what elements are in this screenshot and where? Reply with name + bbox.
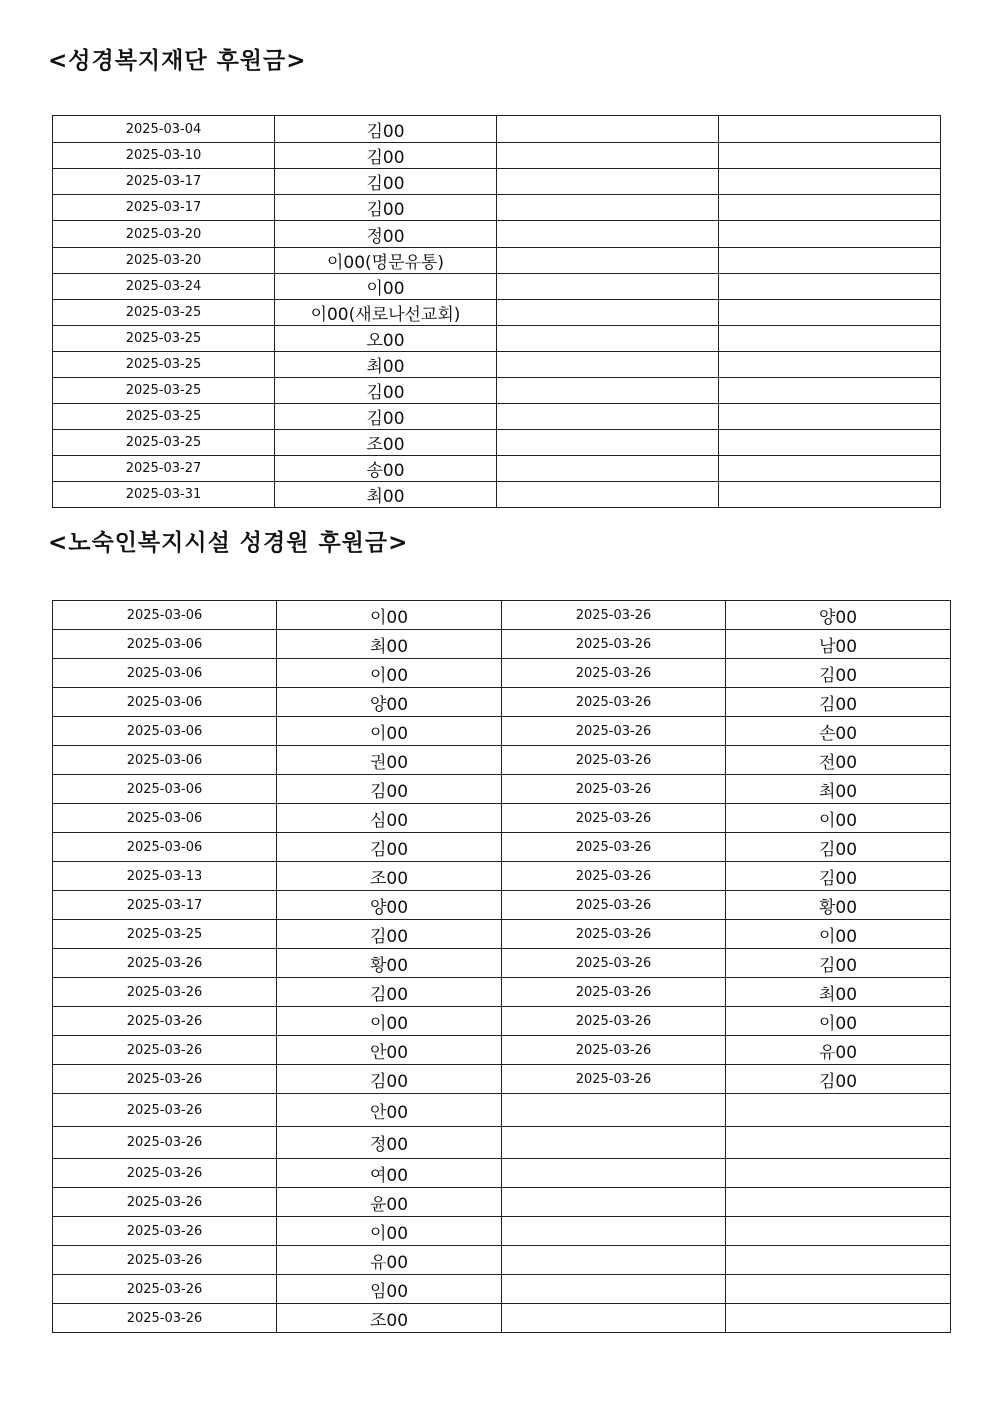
empty-cell <box>719 404 941 430</box>
empty-cell <box>719 482 941 508</box>
donation-date: 2025-03-27 <box>53 456 275 482</box>
donor-name: 김00 <box>277 833 502 862</box>
empty-cell <box>497 195 719 221</box>
donation-date: 2025-03-10 <box>53 143 275 169</box>
donor-name: 김00 <box>277 978 502 1007</box>
empty-cell <box>502 1217 726 1246</box>
donation-date: 2025-03-26 <box>502 659 726 688</box>
donor-name: 김00 <box>275 169 497 195</box>
empty-cell <box>497 169 719 195</box>
empty-cell <box>719 430 941 456</box>
donor-name: 이00 <box>277 1007 502 1036</box>
donation-date: 2025-03-04 <box>53 116 275 143</box>
donor-name: 이00 <box>275 274 497 300</box>
empty-cell <box>726 1217 951 1246</box>
empty-cell <box>497 352 719 378</box>
donor-name: 윤00 <box>277 1188 502 1217</box>
table-row <box>53 1304 951 1333</box>
table-row <box>53 195 941 221</box>
donation-date: 2025-03-26 <box>502 601 726 630</box>
donation-date: 2025-03-26 <box>502 630 726 659</box>
table-row <box>53 746 951 775</box>
donor-name: 이00 <box>277 1217 502 1246</box>
donation-date: 2025-03-25 <box>53 326 275 352</box>
donor-name: 황00 <box>726 891 951 920</box>
table-row <box>53 404 941 430</box>
donor-name: 안00 <box>277 1036 502 1065</box>
empty-cell <box>726 1304 951 1333</box>
empty-cell <box>497 482 719 508</box>
empty-cell <box>719 378 941 404</box>
empty-cell <box>502 1304 726 1333</box>
donation-date: 2025-03-26 <box>502 862 726 891</box>
donor-name: 이00 <box>726 1007 951 1036</box>
table-row <box>53 1036 951 1065</box>
donation-date: 2025-03-06 <box>53 804 277 833</box>
donor-name: 심00 <box>277 804 502 833</box>
empty-cell <box>497 326 719 352</box>
donor-name: 김00 <box>277 775 502 804</box>
table-row <box>53 920 951 949</box>
donation-date: 2025-03-26 <box>502 949 726 978</box>
table-row <box>53 688 951 717</box>
donor-name: 여00 <box>277 1159 502 1188</box>
donation-date: 2025-03-25 <box>53 430 275 456</box>
empty-cell <box>726 1275 951 1304</box>
donation-date: 2025-03-26 <box>502 717 726 746</box>
donation-date: 2025-03-17 <box>53 169 275 195</box>
empty-cell <box>497 430 719 456</box>
table-row <box>53 326 941 352</box>
donation-date: 2025-03-26 <box>53 1246 277 1275</box>
table-row <box>53 482 941 508</box>
donor-name: 남00 <box>726 630 951 659</box>
donor-name: 정00 <box>275 221 497 248</box>
donor-name: 유00 <box>277 1246 502 1275</box>
donor-name: 이00 <box>277 601 502 630</box>
donation-date: 2025-03-26 <box>53 978 277 1007</box>
empty-cell <box>502 1159 726 1188</box>
donation-date: 2025-03-25 <box>53 352 275 378</box>
empty-cell <box>719 221 941 248</box>
empty-cell <box>726 1127 951 1159</box>
empty-cell <box>719 352 941 378</box>
donation-date: 2025-03-26 <box>53 949 277 978</box>
donation-date: 2025-03-17 <box>53 891 277 920</box>
table-row <box>53 1065 951 1094</box>
donation-date: 2025-03-06 <box>53 746 277 775</box>
donation-date: 2025-03-26 <box>502 746 726 775</box>
table-row <box>53 717 951 746</box>
empty-cell <box>726 1188 951 1217</box>
empty-cell <box>497 378 719 404</box>
donation-date: 2025-03-31 <box>53 482 275 508</box>
donation-date: 2025-03-06 <box>53 833 277 862</box>
empty-cell <box>719 326 941 352</box>
donation-date: 2025-03-26 <box>502 1065 726 1094</box>
empty-cell <box>497 404 719 430</box>
empty-cell <box>719 300 941 326</box>
donation-date: 2025-03-26 <box>502 891 726 920</box>
table-row <box>53 1246 951 1275</box>
table-row <box>53 378 941 404</box>
empty-cell <box>719 456 941 482</box>
table-row <box>53 143 941 169</box>
empty-cell <box>497 456 719 482</box>
table-row <box>53 248 941 274</box>
foundation-donor-table <box>52 115 941 508</box>
donation-date: 2025-03-25 <box>53 378 275 404</box>
donor-name: 최00 <box>277 630 502 659</box>
table-row <box>53 274 941 300</box>
donation-date: 2025-03-26 <box>502 688 726 717</box>
empty-cell <box>497 116 719 143</box>
empty-cell <box>719 169 941 195</box>
table-row <box>53 116 941 143</box>
table-row <box>53 659 951 688</box>
donor-name: 최00 <box>726 775 951 804</box>
donor-name: 전00 <box>726 746 951 775</box>
donor-name: 이00 <box>277 717 502 746</box>
donor-name: 김00 <box>275 143 497 169</box>
section2-title: <노숙인복지시설 성경원 후원금> <box>48 530 409 556</box>
table-row <box>53 456 941 482</box>
table-row <box>53 1217 951 1246</box>
table-row <box>53 862 951 891</box>
donor-name: 이00 <box>277 659 502 688</box>
table-row <box>53 949 951 978</box>
donation-date: 2025-03-26 <box>502 1036 726 1065</box>
table-row <box>53 1188 951 1217</box>
donor-name: 황00 <box>277 949 502 978</box>
table-row <box>53 804 951 833</box>
donor-name: 오00 <box>275 326 497 352</box>
donation-date: 2025-03-17 <box>53 195 275 221</box>
donor-name: 최00 <box>275 482 497 508</box>
empty-cell <box>497 248 719 274</box>
donation-date: 2025-03-26 <box>53 1159 277 1188</box>
donor-name: 김00 <box>726 659 951 688</box>
donation-date: 2025-03-26 <box>53 1036 277 1065</box>
section1-title: <성경복지재단 후원금> <box>48 48 307 74</box>
donor-name: 조00 <box>277 1304 502 1333</box>
donation-date: 2025-03-26 <box>53 1094 277 1127</box>
donation-date: 2025-03-26 <box>53 1007 277 1036</box>
table-row <box>53 221 941 248</box>
table-row <box>53 891 951 920</box>
donor-name: 이00(명문유통) <box>275 248 497 274</box>
donation-date: 2025-03-26 <box>502 833 726 862</box>
empty-cell <box>726 1159 951 1188</box>
table-row <box>53 1007 951 1036</box>
table-row <box>53 630 951 659</box>
table-row <box>53 1127 951 1159</box>
donation-date: 2025-03-26 <box>53 1217 277 1246</box>
donation-date: 2025-03-06 <box>53 775 277 804</box>
empty-cell <box>726 1246 951 1275</box>
donor-name: 임00 <box>277 1275 502 1304</box>
table-row <box>53 1094 951 1127</box>
donor-name: 이00 <box>726 920 951 949</box>
donor-name: 김00 <box>275 195 497 221</box>
donor-name: 양00 <box>726 601 951 630</box>
empty-cell <box>497 221 719 248</box>
donation-date: 2025-03-26 <box>53 1188 277 1217</box>
donor-name: 양00 <box>277 891 502 920</box>
donor-name: 조00 <box>277 862 502 891</box>
donor-name: 김00 <box>275 378 497 404</box>
table-row <box>53 833 951 862</box>
donation-date: 2025-03-20 <box>53 221 275 248</box>
empty-cell <box>497 300 719 326</box>
donor-name: 최00 <box>275 352 497 378</box>
donor-name: 안00 <box>277 1094 502 1127</box>
donation-date: 2025-03-26 <box>502 920 726 949</box>
empty-cell <box>502 1246 726 1275</box>
table-row <box>53 601 951 630</box>
table-row <box>53 300 941 326</box>
donor-name: 정00 <box>277 1127 502 1159</box>
donation-date: 2025-03-26 <box>502 978 726 1007</box>
donor-name: 김00 <box>726 949 951 978</box>
donation-date: 2025-03-26 <box>53 1065 277 1094</box>
empty-cell <box>719 143 941 169</box>
empty-cell <box>726 1094 951 1127</box>
donor-name: 양00 <box>277 688 502 717</box>
empty-cell <box>497 274 719 300</box>
donor-name: 손00 <box>726 717 951 746</box>
donor-name: 김00 <box>726 688 951 717</box>
donor-name: 이00(새로나선교회) <box>275 300 497 326</box>
table-row <box>53 775 951 804</box>
empty-cell <box>719 248 941 274</box>
empty-cell <box>502 1094 726 1127</box>
donation-date: 2025-03-20 <box>53 248 275 274</box>
shelter-donor-table <box>52 600 951 1333</box>
donation-date: 2025-03-24 <box>53 274 275 300</box>
donor-name: 권00 <box>277 746 502 775</box>
empty-cell <box>497 143 719 169</box>
donor-name: 송00 <box>275 456 497 482</box>
donation-date: 2025-03-26 <box>53 1127 277 1159</box>
empty-cell <box>502 1275 726 1304</box>
donation-date: 2025-03-13 <box>53 862 277 891</box>
table-row <box>53 978 951 1007</box>
donation-date: 2025-03-26 <box>502 804 726 833</box>
empty-cell <box>719 195 941 221</box>
donation-date: 2025-03-26 <box>53 1304 277 1333</box>
donor-name: 유00 <box>726 1036 951 1065</box>
donor-name: 김00 <box>275 116 497 143</box>
donation-date: 2025-03-26 <box>502 1007 726 1036</box>
table-row <box>53 430 941 456</box>
table-row <box>53 1275 951 1304</box>
donor-name: 최00 <box>726 978 951 1007</box>
donor-name: 김00 <box>277 1065 502 1094</box>
donor-name: 김00 <box>726 862 951 891</box>
donor-name: 조00 <box>275 430 497 456</box>
donor-name: 김00 <box>275 404 497 430</box>
table-row <box>53 169 941 195</box>
donor-name: 이00 <box>726 804 951 833</box>
donation-date: 2025-03-25 <box>53 920 277 949</box>
donation-date: 2025-03-06 <box>53 630 277 659</box>
donation-date: 2025-03-06 <box>53 659 277 688</box>
table-row <box>53 352 941 378</box>
donor-name: 김00 <box>277 920 502 949</box>
donor-name: 김00 <box>726 1065 951 1094</box>
donation-date: 2025-03-25 <box>53 300 275 326</box>
donation-date: 2025-03-26 <box>502 775 726 804</box>
empty-cell <box>719 116 941 143</box>
empty-cell <box>502 1127 726 1159</box>
table-row <box>53 1159 951 1188</box>
empty-cell <box>719 274 941 300</box>
donation-date: 2025-03-26 <box>53 1275 277 1304</box>
donation-date: 2025-03-06 <box>53 717 277 746</box>
donor-name: 김00 <box>726 833 951 862</box>
donation-date: 2025-03-06 <box>53 688 277 717</box>
donation-date: 2025-03-06 <box>53 601 277 630</box>
donation-date: 2025-03-25 <box>53 404 275 430</box>
empty-cell <box>502 1188 726 1217</box>
